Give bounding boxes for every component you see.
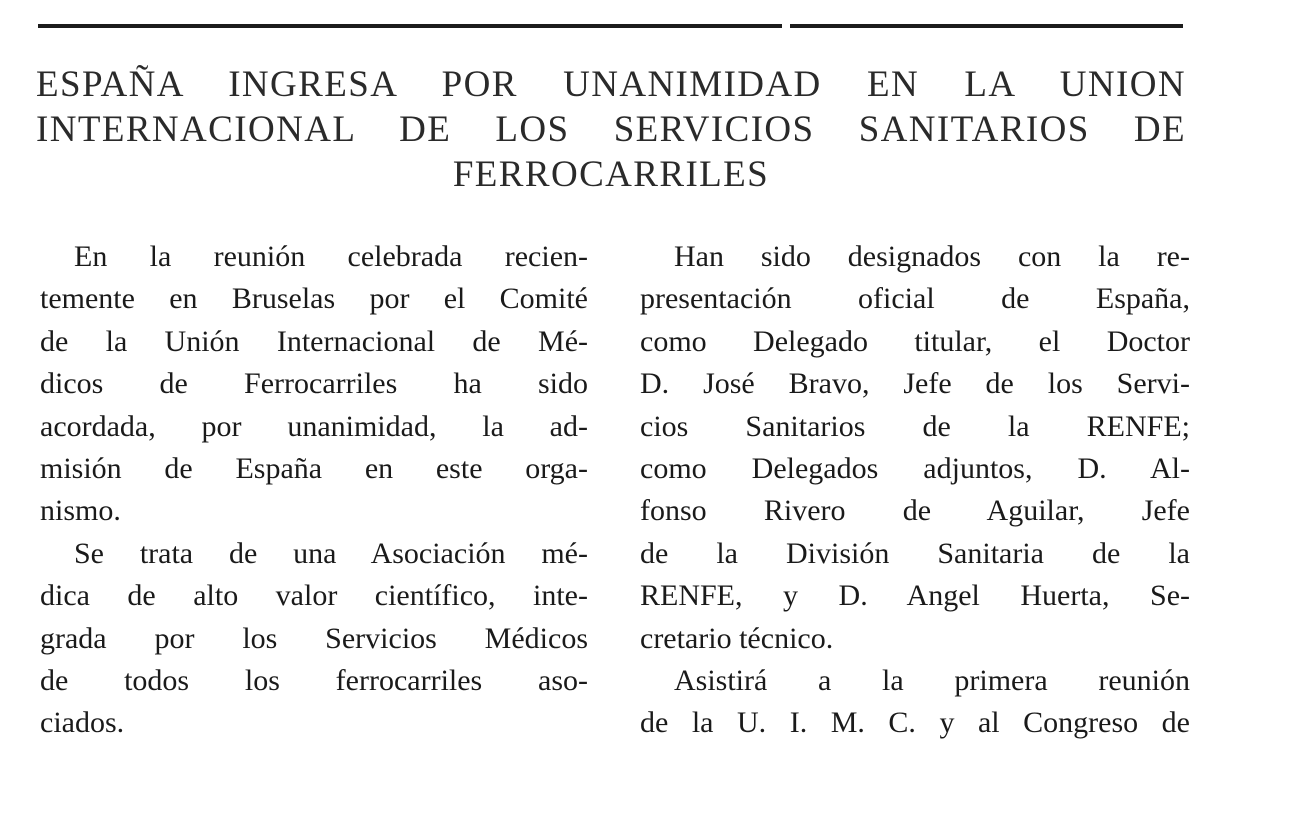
text-line: grada por los Servicios Médicos <box>40 621 588 655</box>
right-paragraph-2 <box>640 660 1190 745</box>
top-rule-left <box>38 24 782 28</box>
text-line: como Delegados adjuntos, D. Al- <box>640 452 1190 486</box>
left-paragraph-1 <box>40 236 588 533</box>
text-line: cretario técnico. <box>640 621 834 655</box>
text-line: Se trata de una Asociación mé- <box>74 536 588 570</box>
text-line: RENFE, y D. Angel Huerta, Se- <box>640 579 1190 613</box>
top-rule-right <box>790 24 1183 28</box>
text-line: En la reunión celebrada recien- <box>74 240 588 273</box>
text-line: presentación oficial de España, <box>640 282 1190 316</box>
text-line: acordada, por unanimidad, la ad- <box>40 409 588 443</box>
text-line: como Delegado titular, el Doctor <box>640 324 1190 358</box>
text-line: fonso Rivero de Aguilar, Jefe <box>640 494 1190 528</box>
text-line: Asistirá a la primera reunión <box>674 664 1190 698</box>
text-line: dicos de Ferrocarriles ha sido <box>40 367 588 401</box>
text-line: Han sido designados con la re- <box>674 240 1190 273</box>
right-column <box>640 236 1190 745</box>
text-line: de la División Sanitaria de la <box>640 536 1190 570</box>
right-paragraph-1 <box>640 236 1190 660</box>
text-line: dica de alto valor científico, inte- <box>40 579 588 613</box>
text-line: de la U. I. M. C. y al Congreso de <box>640 706 1190 740</box>
text-line: de todos los ferrocarriles aso- <box>40 664 588 698</box>
text-line: de la Unión Internacional de Mé- <box>40 324 588 358</box>
article-headline <box>36 62 1186 197</box>
headline-line-3: FERROCARRILES <box>452 154 770 195</box>
text-line: ciados. <box>40 706 125 740</box>
left-paragraph-2 <box>40 533 588 745</box>
text-line: misión de España en este orga- <box>40 452 588 486</box>
headline-line-2: INTERNACIONAL DE LOS SERVICIOS SANITARIOS DE <box>36 109 1186 150</box>
text-line: temente en Bruselas por el Comité <box>40 282 588 316</box>
text-line: D. José Bravo, Jefe de los Servi- <box>640 367 1190 401</box>
headline-line-1: ESPAÑA INGRESA POR UNANIMIDAD EN LA UNION <box>36 64 1186 105</box>
text-line: cios Sanitarios de la RENFE; <box>640 409 1190 443</box>
left-column <box>40 236 588 745</box>
text-line: nismo. <box>40 494 121 528</box>
